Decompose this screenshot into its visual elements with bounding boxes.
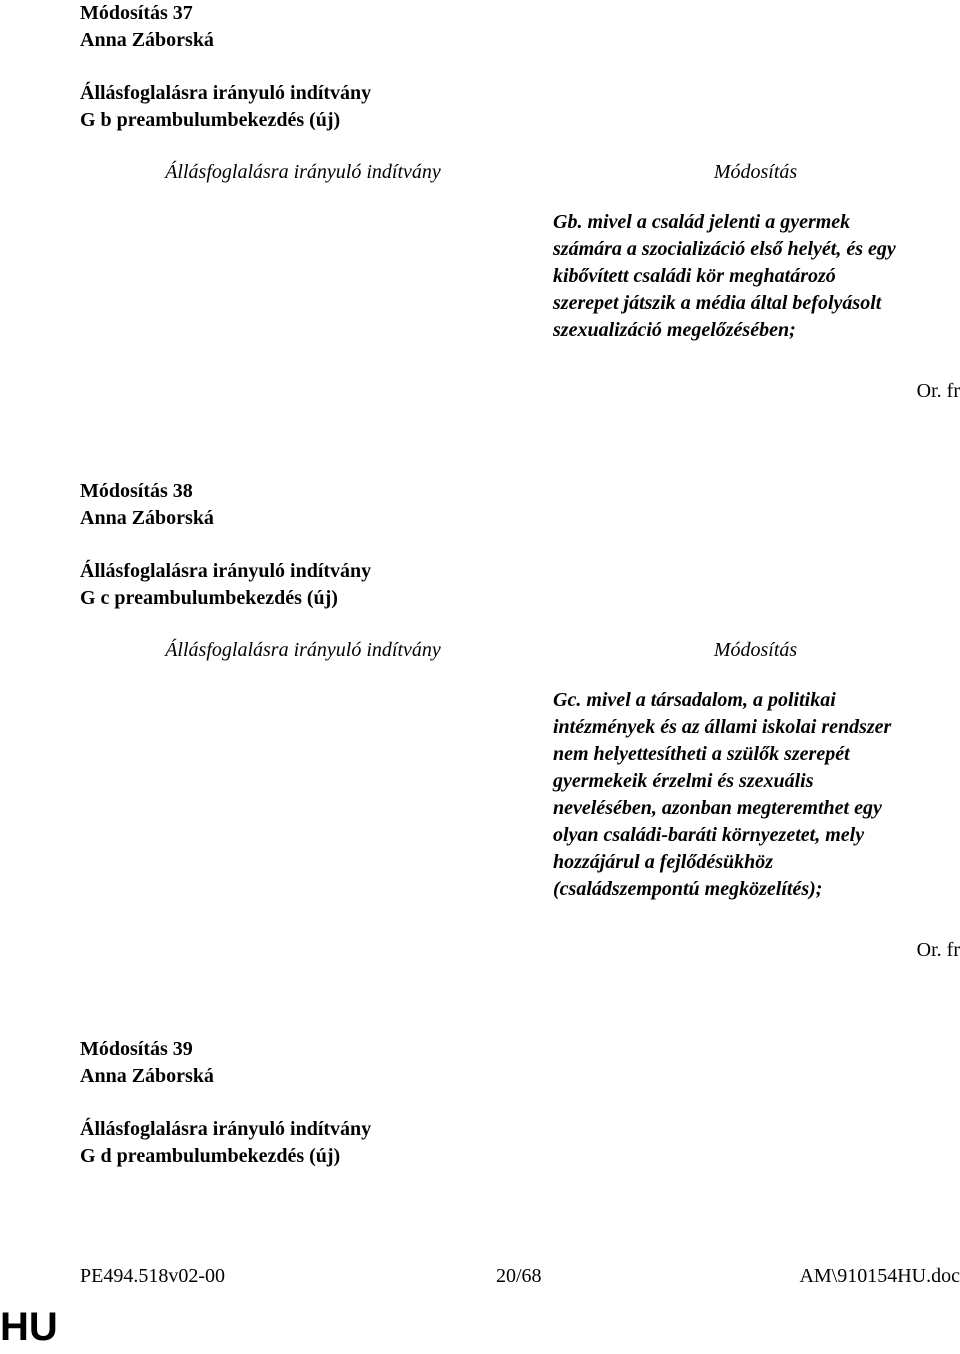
amendment-38-text-line: nem helyettesítheti a szülők szerepét [553, 743, 850, 765]
amendment-39-reference: G d preambulumbekezdés (új) [80, 1145, 341, 1167]
amendment-37-number: Módosítás 37 [80, 2, 193, 24]
amendment-38-reference: G c preambulumbekezdés (új) [80, 587, 338, 609]
amendment-38-col-left-header: Állásfoglalásra irányuló indítvány [165, 639, 441, 661]
amendment-38-author: Anna Záborská [80, 507, 214, 529]
amendment-37-text-line: szerepet játszik a média által befolyásolt [553, 292, 882, 314]
amendment-38-text-line: gyermekeik érzelmi és szexuális [553, 770, 814, 792]
amendment-37-text-line: Gb. mivel a család jelenti a gyermek [553, 211, 851, 233]
amendment-37-col-right-header: Módosítás [713, 161, 798, 183]
amendment-39-author: Anna Záborská [80, 1065, 214, 1087]
footer-file-ref: AM\910154HU.doc [799, 1265, 960, 1287]
amendment-37-author: Anna Záborská [80, 29, 214, 51]
amendment-37-origin: Or. fr [916, 380, 960, 402]
amendment-38-text-line: Gc. mivel a társadalom, a politikai [553, 689, 836, 711]
amendment-37-text-line: kibővített családi kör meghatározó [553, 265, 836, 287]
amendment-37-doc-type: Állásfoglalásra irányuló indítvány [80, 82, 372, 104]
amendment-38-text [553, 687, 960, 903]
amendment-38-number: Módosítás 38 [80, 480, 193, 502]
amendment-38-doc-type: Állásfoglalásra irányuló indítvány [80, 560, 372, 582]
language-tag: HU [0, 1305, 58, 1349]
amendment-38-origin: Or. fr [916, 939, 960, 961]
amendment-38-text-line: nevelésében, azonban megteremthet egy [553, 797, 882, 819]
amendment-37-text-line: szexualizáció megelőzésében; [553, 319, 796, 341]
amendment-37-reference: G b preambulumbekezdés (új) [80, 109, 341, 131]
amendment-38-text-line: olyan családi-baráti környezetet, mely [553, 824, 865, 846]
amendment-38-text-line: (családszempontú megközelítés); [553, 878, 823, 900]
footer-page-number: 20/68 [496, 1265, 542, 1287]
amendment-39-doc-type: Állásfoglalásra irányuló indítvány [80, 1118, 372, 1140]
amendment-39-number: Módosítás 39 [80, 1038, 193, 1060]
footer-doc-ref: PE494.518v02-00 [80, 1265, 225, 1287]
amendment-38-col-right-header: Módosítás [713, 639, 798, 661]
amendment-37-text [553, 209, 960, 344]
amendment-37-text-line: számára a szocializáció első helyét, és egy [553, 238, 896, 260]
amendment-38-text-line: intézmények és az állami iskolai rendszer [553, 716, 892, 738]
amendment-37-col-left-header: Állásfoglalásra irányuló indítvány [165, 161, 441, 183]
amendment-38-text-line: hozzájárul a fejlődésükhöz [553, 851, 774, 873]
